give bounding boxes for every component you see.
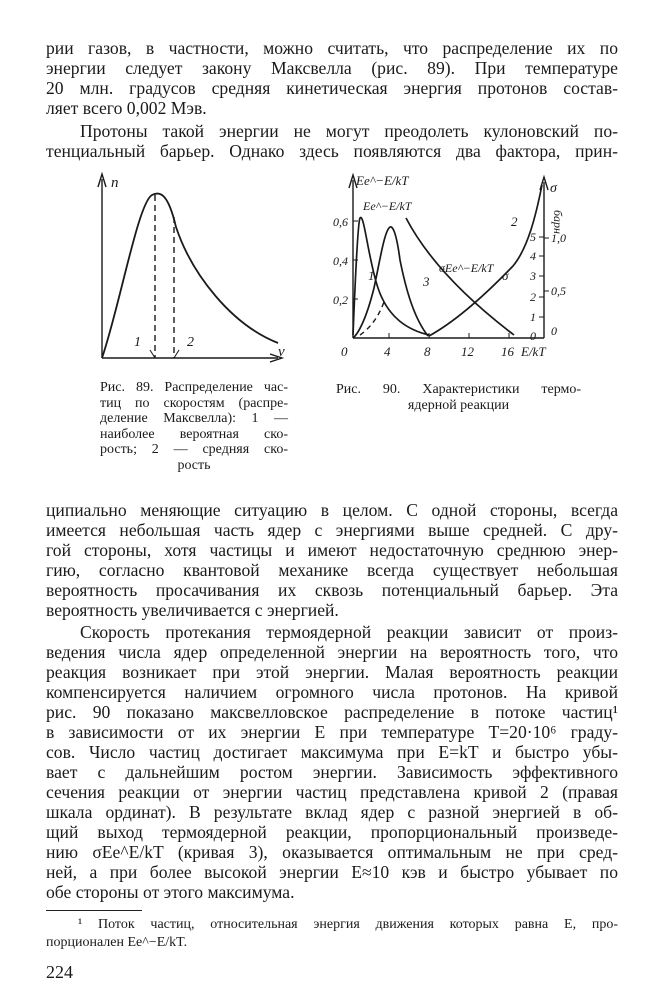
fig90-right-tick-label: 4: [530, 249, 536, 263]
fig89-pointer-1: [150, 350, 155, 358]
fig90-curve-label-product: σEe^−E/kT: [439, 261, 494, 275]
text-line: ципиально меняющие ситуацию в целом. С одной стороны, всегда: [46, 500, 618, 520]
fig90-right-axis-title: σ: [550, 181, 557, 196]
fig90-right-tick-label: 3: [530, 269, 536, 283]
fig89-caption-line: Рис. 89. Распределение час-: [100, 380, 288, 395]
figure-90-fusion-characteristics: [328, 170, 593, 370]
fig90-x-tick-label: 12: [461, 344, 474, 359]
fig90-caption-line: Рис. 90. Характеристики термо-: [336, 382, 581, 397]
fig89-caption-line: рость: [177, 457, 211, 473]
fig90-right-outer-label: 0,5: [551, 284, 566, 298]
text-line: в зависимости от их энергии E при температуре T=20·10⁶ граду-: [46, 722, 618, 742]
fig90-x-tick-label: 8: [424, 344, 431, 359]
text-line: тенциальный барьер. Однако здесь появляются два фактора, прин-: [46, 141, 618, 161]
text-line: гой стороны, хотя частицы и имеют недостаточную среднюю энер-: [46, 540, 618, 560]
text-line: обе стороны от этого максимума.: [46, 882, 295, 902]
text-line: вероятность просачивания их сквозь потенциальный барьер. Эта: [46, 580, 618, 600]
fig90-curve-3-product: [353, 227, 428, 338]
text-line: Скорость протекания термоядерной реакции зависит от произ-: [80, 622, 618, 642]
fig89-x-label: v: [278, 344, 285, 360]
fig89-caption-line: тиц по скоростям (распре-: [100, 395, 288, 411]
fig90-left-axis-title: Ee^−E/kT: [356, 173, 409, 188]
fig90-curve-number-1: 1: [368, 268, 375, 283]
footnote-rule: [46, 910, 142, 911]
fig89-caption-line: деление Максвелла): 1 —: [100, 411, 288, 426]
text-line: энергии следует закону Максвелла (рис. 89). При температуре: [46, 58, 618, 78]
fig90-curve-1-dashed-tail: [360, 302, 384, 335]
text-line: 20 млн. градусов средняя кинетическая энергия протонов состав-: [46, 78, 618, 98]
text-line: Протоны такой энергии не могут преодолеть кулоновский по-: [80, 121, 618, 141]
fig90-right-tick-label: 2: [530, 290, 536, 304]
fig90-left-tick-label: 0,4: [333, 254, 348, 268]
text-line: шкала ординат). В результате вклад ядер с разной энергией в об-: [46, 802, 618, 822]
text-line: рии газов, в частности, можно считать, что распределение их по: [46, 38, 618, 58]
text-line: рис. 90 показано максвелловское распределение в потоке частиц¹: [46, 702, 618, 722]
fig89-caption-line: наиболее вероятная ско-: [100, 426, 288, 442]
text-line: сечения реакции от энергии частиц представлена кривой 2 (правая: [46, 782, 618, 802]
fig89-pointer-2: [174, 350, 179, 358]
fig90-left-tick-label: 0,6: [333, 215, 348, 229]
fig89-marker-1: 1: [134, 335, 141, 350]
text-line: ведения числа ядер определенной энергии на вероятность того, что: [46, 642, 618, 662]
text-line: реакция возникает при этой энергии. Малая вероятность реакции: [46, 662, 618, 682]
fig90-caption-line: ядерной реакции: [407, 397, 510, 413]
text-line: имеется небольшая часть ядер с энергиями выше средней. С дру-: [46, 520, 618, 540]
text-line: компенсируется наличием огромного числа протонов. На кривой: [46, 682, 618, 702]
fig90-right-tick-label: 0: [530, 329, 536, 343]
footnote-line: порционален Ee^−E/kT.: [46, 935, 188, 950]
footnote-line: ¹ Поток частиц, относительная энергия движения которых равна E, про-: [78, 917, 618, 932]
fig89-caption-line: рость; 2 — средняя ско-: [100, 442, 288, 457]
fig90-right-tick-label: 5: [530, 230, 536, 244]
fig90-left-tick-label: 0,2: [333, 293, 348, 307]
fig90-x-axis-title: E/kT: [521, 344, 546, 359]
text-line: ней, а при более высокой энергии E≈10 кэв и быстро убывает по: [46, 862, 618, 882]
text-line: ляет всего 0,002 Мэв.: [46, 98, 207, 118]
figure-89-maxwell-distribution: [82, 165, 302, 380]
text-line: сов. Число частиц достигает максимума при E=kT и быстро убы-: [46, 742, 618, 762]
fig89-y-label: n: [111, 175, 119, 191]
fig90-right-outer-label: 1,0: [551, 231, 566, 245]
fig89-marker-2: 2: [187, 335, 194, 350]
text-line: нию σEe^E/kT (кривая 3), оказывается оптимальным не при сред-: [46, 842, 618, 862]
text-line: вероятность увеличивается с энергией.: [46, 600, 339, 620]
text-line: вает с дальнейшим ростом энергии. Зависимость эффективного: [46, 762, 618, 782]
fig90-curve-number-2: 2: [511, 214, 518, 229]
text-line: гию, согласно квантовой механике всегда существует небольшая: [46, 560, 618, 580]
page-number: 224: [46, 962, 73, 982]
text-line: щий выход термоядерной реакции, пропорциональный произведе-: [46, 822, 618, 842]
fig90-right-outer-label: 0: [551, 324, 557, 338]
fig90-curve-label-sigma: σ: [502, 268, 509, 283]
fig90-right-tick-label: 1: [530, 310, 536, 324]
fig90-x-tick-label: 0: [341, 344, 348, 359]
fig90-curve-number-3: 3: [423, 274, 430, 289]
fig90-curve-label-main: Ee^−E/kT: [363, 199, 412, 213]
fig90-x-tick-label: 4: [384, 344, 391, 359]
fig89-distribution-curve: [102, 194, 278, 358]
fig90-x-tick-label: 16: [501, 344, 514, 359]
fig90-right-axis-unit: барн: [551, 210, 565, 234]
